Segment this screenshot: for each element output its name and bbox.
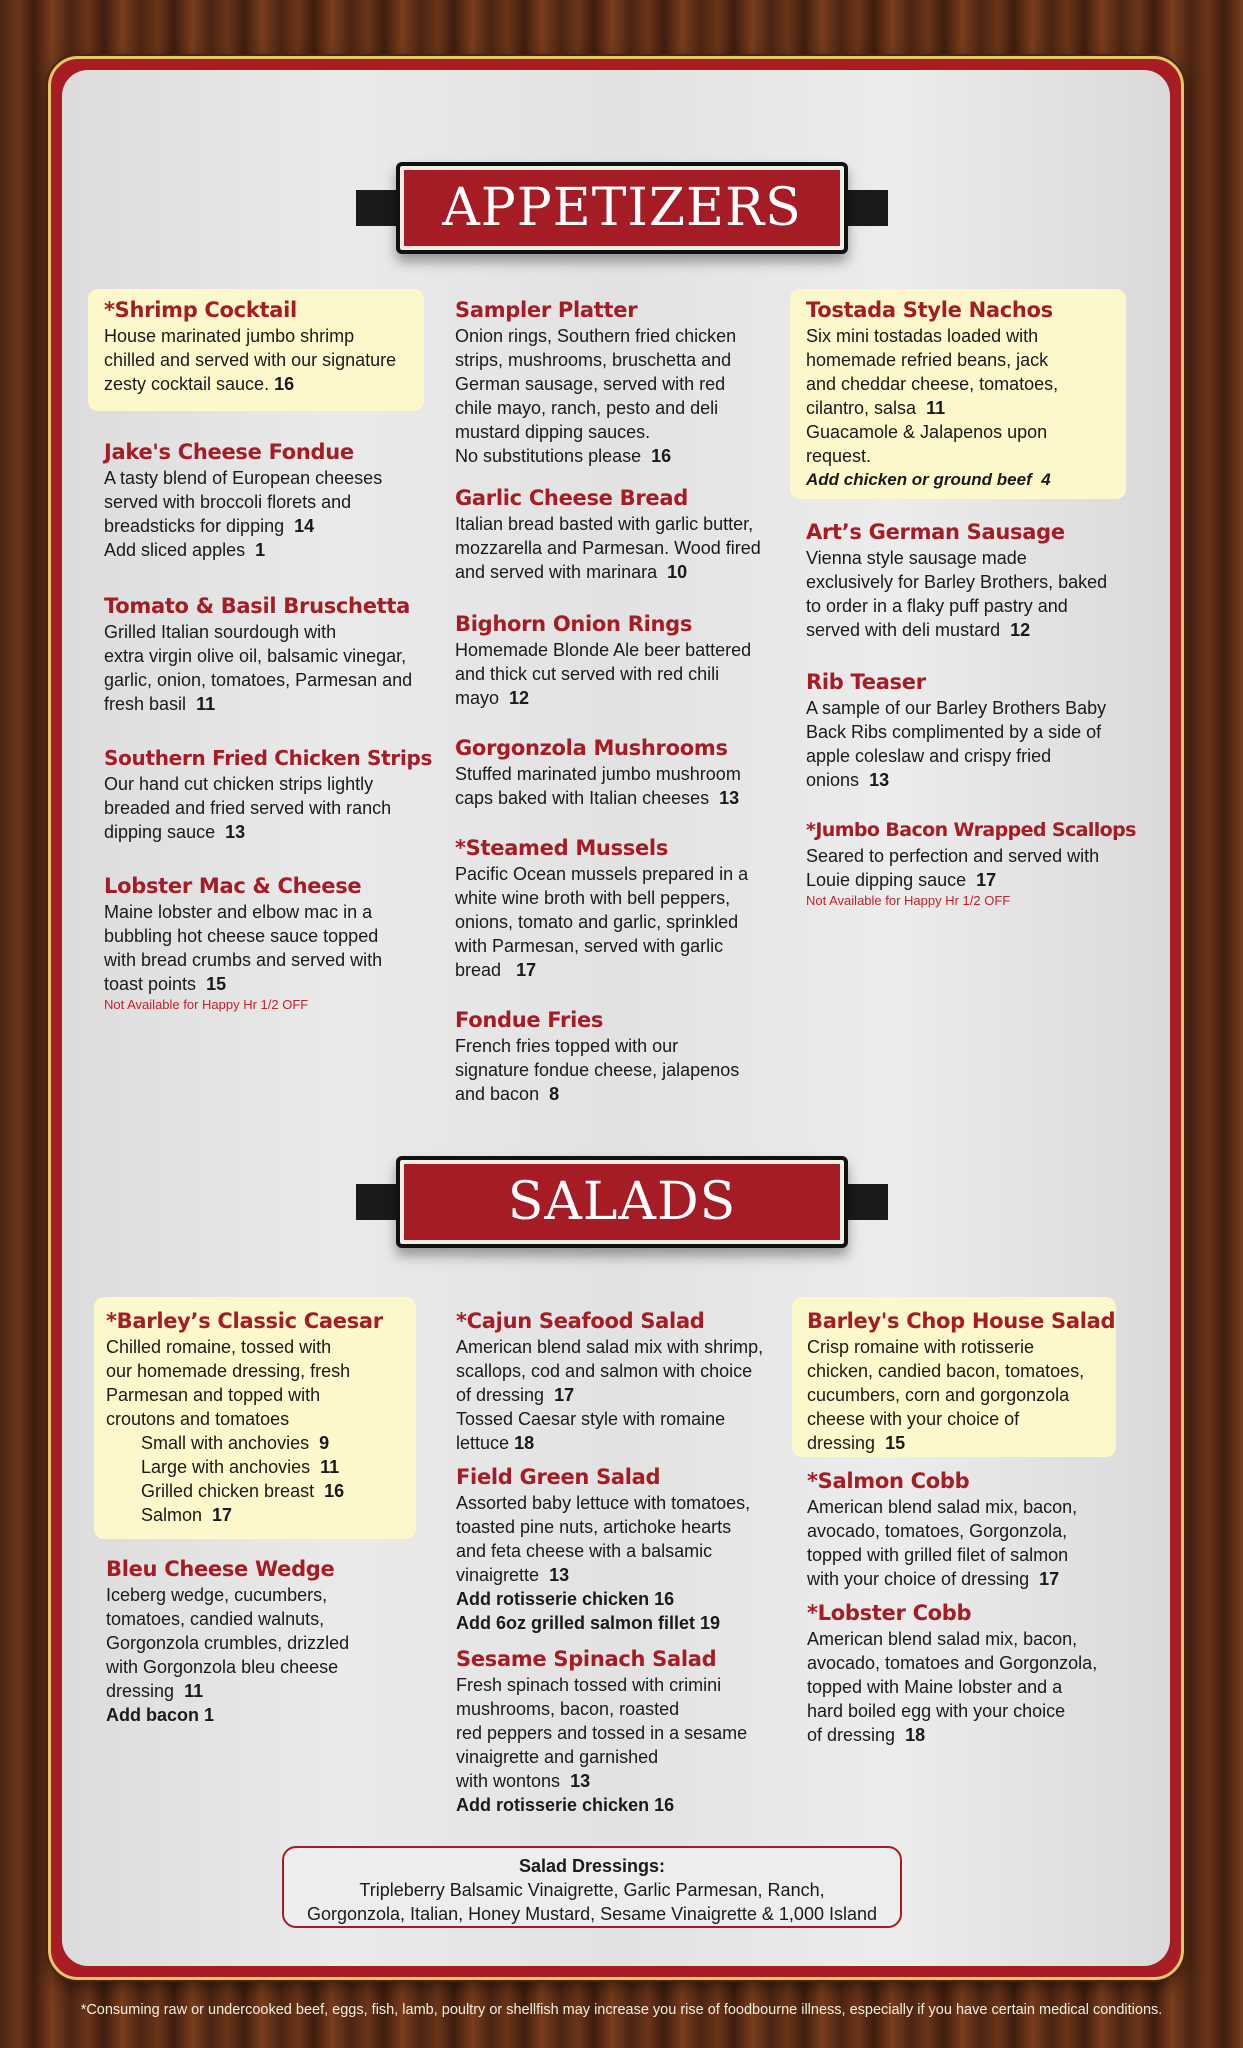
salad-dressings-box <box>282 1846 902 1928</box>
item-name: Tostada Style Nachos <box>806 298 1053 322</box>
item-name: Art’s German Sausage <box>806 520 1065 544</box>
item-description: Stuffed marinated jumbo mushroom caps baked with Italian cheeses 13 <box>455 764 741 808</box>
item-description: Vienna style sausage made exclusively for Barley Brothers, baked to order in a flaky puff pastry and served with deli mustard 12 <box>806 548 1108 640</box>
dressings-list: Gorgonzola, Italian, Honey Mustard, Sesame Vinaigrette & 1,000 Island <box>307 1904 877 1924</box>
item-description: Seared to perfection and served with Louie dipping sauce 17 <box>806 846 1100 890</box>
banner-plate <box>396 1156 848 1248</box>
menu-item <box>455 1006 795 1106</box>
dressings-title: Salad Dressings: <box>518 1856 666 1876</box>
menu-item <box>456 1463 796 1635</box>
item-description: French fries topped with our signature fondue cheese, jalapenos and bacon 8 <box>455 1036 740 1104</box>
item-name: *Salmon Cobb <box>807 1469 970 1493</box>
item-description: Our hand cut chicken strips lightly breaded and fried served with ranch dipping sauce 13 <box>104 774 392 842</box>
menu-item <box>455 296 795 468</box>
item-price: 15 <box>206 974 227 994</box>
item-price: 13 <box>719 788 740 808</box>
menu-item <box>104 872 444 1014</box>
menu-item <box>806 296 1146 492</box>
item-name: Rib Teaser <box>806 670 926 694</box>
menu-item <box>806 518 1146 642</box>
menu-item <box>455 484 795 584</box>
item-price: 15 <box>885 1433 906 1453</box>
item-description: House marinated jumbo shrimp chilled and served with our signature zesty cocktail sauce. 16 <box>104 326 397 394</box>
menu-item <box>104 592 444 716</box>
item-description: Iceberg wedge, cucumbers, tomatoes, candied walnuts, Gorgonzola crumbles, drizzled with Gorgonzola bleu cheese dressing 11 Add bacon 1 <box>106 1585 350 1725</box>
item-price: 13 <box>570 1771 591 1791</box>
item-name: Southern Fried Chicken Strips <box>104 746 433 770</box>
item-description: Maine lobster and elbow mac in a bubbling hot cheese sauce topped with bread crumbs and served with toast points 15 <box>104 902 383 994</box>
size-option: Salmon 17 <box>141 1505 233 1525</box>
item-price: 11 <box>926 398 946 418</box>
item-price: 13 <box>225 822 246 842</box>
item-price: 14 <box>294 516 315 536</box>
menu-item <box>104 438 444 562</box>
item-price: 16 <box>274 374 295 394</box>
item-description: Chilled romaine, tossed with our homemade dressing, fresh Parmesan and topped with croutons and tomatoes <box>106 1337 351 1429</box>
menu-item <box>807 1467 1147 1591</box>
item-description: American blend salad mix with shrimp, scallops, cod and salmon with choice of dressing 17 Tossed Caesar style with romaine lettuce 18 <box>456 1337 764 1453</box>
item-name: Gorgonzola Mushrooms <box>455 736 728 760</box>
item-name: Sesame Spinach Salad <box>456 1647 717 1671</box>
item-description: Grilled Italian sourdough with extra virgin olive oil, balsamic vinegar, garlic, onion, tomatoes, Parmesan and fresh basil 11 <box>104 622 413 714</box>
item-name: Fondue Fries <box>455 1008 604 1032</box>
menu-item <box>106 1555 446 1727</box>
menu-item <box>456 1645 796 1817</box>
menu-item <box>806 816 1146 910</box>
banner-plate <box>396 162 848 254</box>
item-description: Crisp romaine with rotisserie chicken, candied bacon, tomatoes, cucumbers, corn and gorgonzola cheese with your choice of dressing 15 <box>807 1337 1085 1453</box>
salads-title: SALADS <box>507 1172 737 1232</box>
item-price: 13 <box>869 770 890 790</box>
item-price: 11 <box>184 1681 204 1701</box>
item-name: Jake's Cheese Fondue <box>104 440 354 464</box>
salads-banner <box>356 1156 888 1248</box>
item-description: Italian bread basted with garlic butter, mozzarella and Parmesan. Wood fired and served with marinara 10 <box>455 514 761 582</box>
item-name: Field Green Salad <box>456 1465 661 1489</box>
item-price: 18 <box>905 1725 926 1745</box>
item-price: 12 <box>1010 620 1031 640</box>
item-price: 13 <box>549 1565 570 1585</box>
item-description: Homemade Blonde Ale beer battered and thick cut served with red chili mayo 12 <box>455 640 752 708</box>
item-description: Six mini tostadas loaded with homemade refried beans, jack and cheddar cheese, tomatoes, cilantro, salsa 11 Guacamole & Jalapenos upon request. Add chicken or ground beef 4 <box>806 326 1059 489</box>
item-name: Sampler Platter <box>455 298 638 322</box>
item-description: Assorted baby lettuce with tomatoes, toasted pine nuts, artichoke hearts and feta cheese with a balsamic vinaigrette 13 Add rotisserie chicken 16 Add 6oz grilled salmon fillet 19 <box>456 1493 751 1633</box>
item-price: 16 <box>651 446 672 466</box>
item-price: 10 <box>667 562 688 582</box>
item-name: Lobster Mac & Cheese <box>104 874 362 898</box>
appetizers-banner <box>356 162 888 254</box>
menu-item <box>807 1599 1147 1747</box>
item-description: Fresh spinach tossed with crimini mushrooms, bacon, roasted red peppers and tossed in a sesame vinaigrette and garnished with wontons 13 Add rotisserie chicken 16 <box>456 1675 748 1815</box>
menu-item <box>455 734 795 810</box>
menu-item <box>456 1307 796 1455</box>
size-option: Grilled chicken breast 16 <box>141 1481 345 1501</box>
menu-item <box>104 296 444 396</box>
item-description: Pacific Ocean mussels prepared in a white wine broth with bell peppers, onions, tomato and garlic, sprinkled with Parmesan, served with garlic bread 17 <box>455 864 749 980</box>
item-price: 12 <box>509 688 530 708</box>
item-name: *Lobster Cobb <box>807 1601 972 1625</box>
menu-item <box>806 668 1146 792</box>
item-name: Bleu Cheese Wedge <box>106 1557 335 1581</box>
item-name: *Shrimp Cocktail <box>104 298 297 322</box>
menu-item <box>807 1307 1147 1455</box>
item-name: Tomato & Basil Bruschetta <box>104 594 411 618</box>
item-price: 11 <box>196 694 216 714</box>
menu-item <box>104 744 444 844</box>
item-description: American blend salad mix, bacon, avocado, tomatoes and Gorgonzola, topped with Maine lobster and a hard boiled egg with your choice of dressing 18 <box>807 1629 1098 1745</box>
menu-item <box>455 610 795 710</box>
item-name: Garlic Cheese Bread <box>455 486 688 510</box>
item-description: American blend salad mix, bacon, avocado, tomatoes, Gorgonzola, topped with grilled filet of salmon with your choice of dressing 17 <box>807 1497 1078 1589</box>
item-name: *Steamed Mussels <box>455 836 669 860</box>
appetizers-title: APPETIZERS <box>442 178 802 238</box>
item-name: *Cajun Seafood Salad <box>456 1309 705 1333</box>
menu-item <box>106 1307 446 1527</box>
item-price: 17 <box>516 960 537 980</box>
item-price: 17 <box>1039 1569 1060 1589</box>
size-option: Small with anchovies 9 <box>141 1433 330 1453</box>
item-price: 17 <box>976 870 997 890</box>
item-price: 8 <box>549 1084 560 1104</box>
item-name: *Jumbo Bacon Wrapped Scallops <box>806 819 1136 841</box>
menu-item <box>455 834 795 982</box>
item-note: Not Available for Happy Hr 1/2 OFF <box>806 893 1011 908</box>
item-price: 17 <box>554 1385 575 1405</box>
item-name: Barley's Chop House Salad <box>807 1309 1116 1333</box>
item-description: A tasty blend of European cheeses served with broccoli florets and breadsticks for dipping 14 Add sliced apples 1 <box>104 468 383 560</box>
item-name: *Barley’s Classic Caesar <box>106 1309 383 1333</box>
item-name: Bighorn Onion Rings <box>455 612 693 636</box>
item-description: A sample of our Barley Brothers Baby Back Ribs complimented by a side of apple coleslaw and crispy fried onions 13 <box>806 698 1107 790</box>
size-option: Large with anchovies 11 <box>141 1457 340 1477</box>
item-description: Onion rings, Southern fried chicken strips, mushrooms, bruschetta and German sausage, served with red chile mayo, ranch, pesto and deli mustard dipping sauces. No substitutions please 16 <box>455 326 737 466</box>
health-disclaimer: *Consuming raw or undercooked beef, eggs, fish, lamb, poultry or shellfish may increase you rise of foodbourne illness, especially if you have certain medical conditions. <box>80 2002 1163 2018</box>
item-note: Not Available for Happy Hr 1/2 OFF <box>104 997 309 1012</box>
dressings-list: Tripleberry Balsamic Vinaigrette, Garlic Parmesan, Ranch, <box>359 1880 825 1900</box>
